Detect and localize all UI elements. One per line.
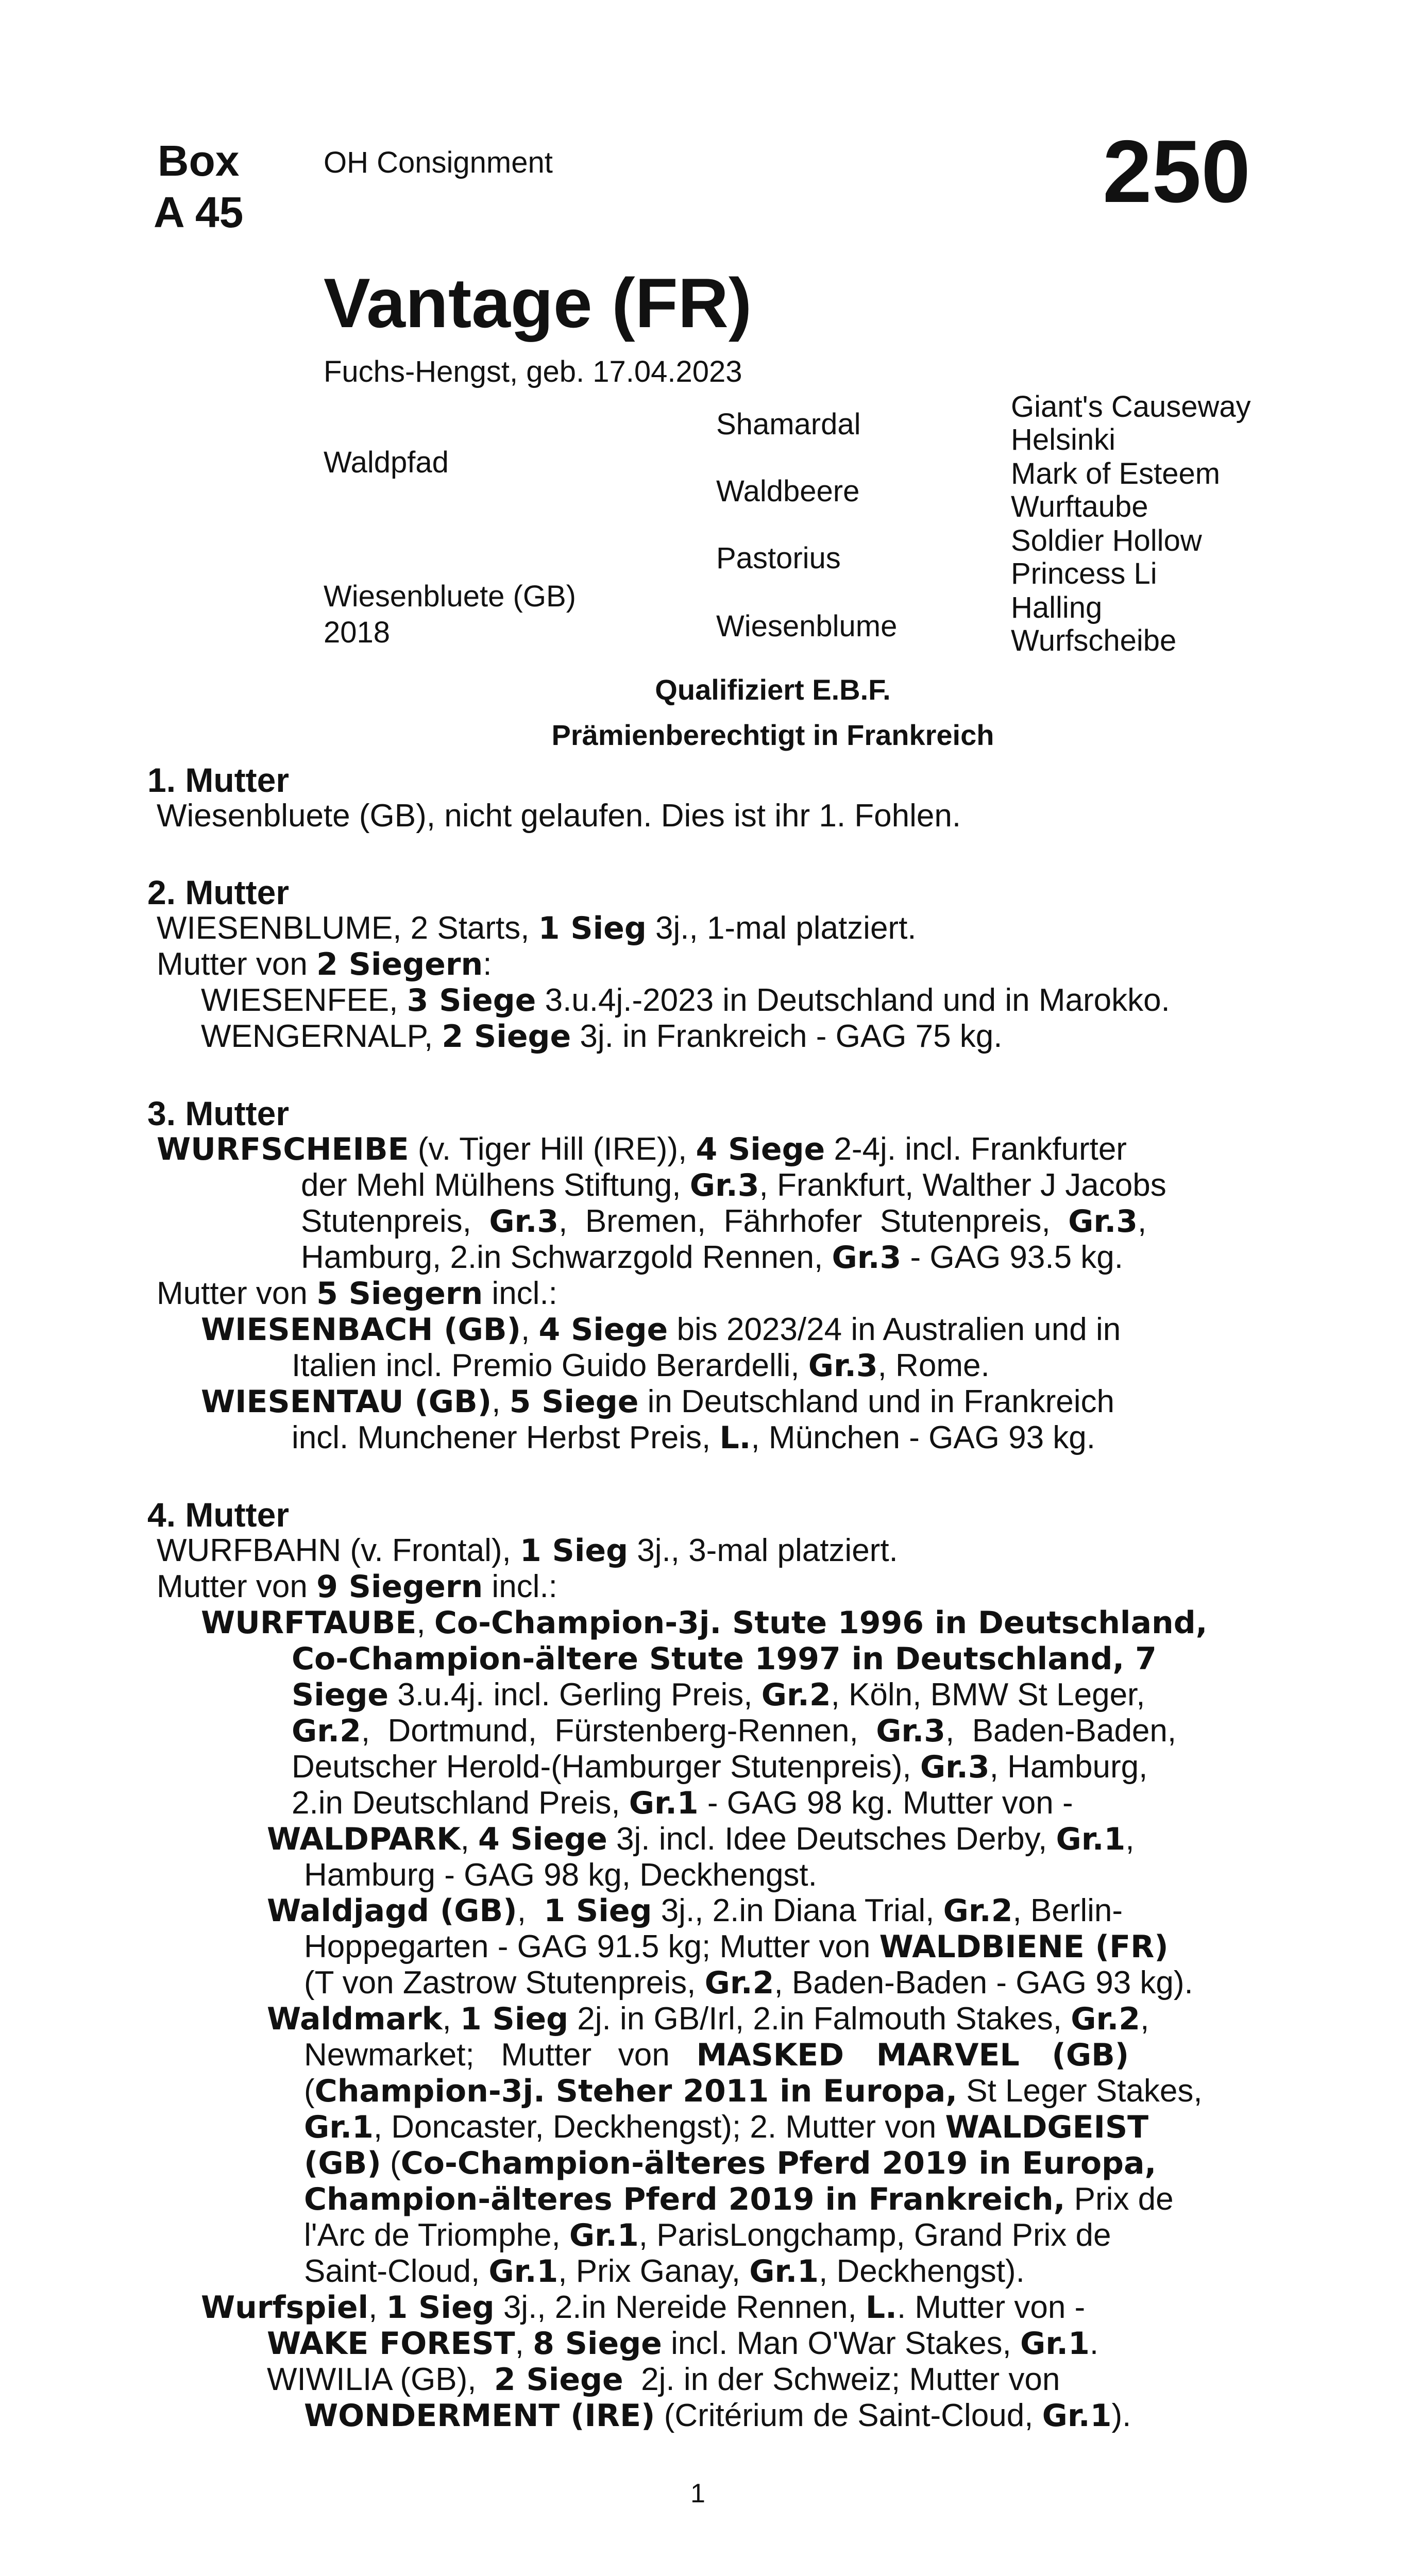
horse-name: Vantage (FR) — [324, 264, 752, 342]
pedigree-ggp-8: Wurfscheibe — [1011, 624, 1177, 657]
section-4-waldpark: WALDPARK, 4 Siege 3j. incl. Idee Deutsches Derby, Gr.1, Hamburg - GAG 98 kg, Deckhengst. — [267, 1821, 1135, 1893]
section-4-line-1: WURFBAHN (v. Frontal), 1 Sieg 3j., 3-mal platziert. — [157, 1533, 898, 1569]
section-3-para-2: WIESENBACH (GB), 4 Siege bis 2023/24 in Australien und in Italien incl. Premio Guido Berardelli, Gr.3, Rome. — [201, 1312, 1121, 1384]
section-1-text: Wiesenbluete (GB), nicht gelaufen. Dies ist ihr 1. Fohlen. — [157, 798, 961, 834]
pedigree-ggp-4: Wurftaube — [1011, 490, 1148, 523]
section-2-line-1: WIESENBLUME, 2 Starts, 1 Sieg 3j., 1-mal platziert. — [157, 910, 917, 946]
section-2-line-3: WIESENFEE, 3 Siege 3.u.4j.-2023 in Deutschland und in Marokko. — [201, 982, 1170, 1019]
pedigree-ggp-3: Mark of Esteem — [1011, 457, 1221, 490]
qualification-ebf: Qualifiziert E.B.F. — [655, 673, 891, 706]
section-4-waldjagd: Waldjagd (GB), 1 Sieg 3j., 2.in Diana Trial, Gr.2, Berlin- Hoppegarten - GAG 91.5 kg; Mutter von WALDBIENE (FR) (T von Zastrow Stutenpreis, Gr.2, Baden-Baden - GAG 93 kg). — [267, 1893, 1193, 2001]
pedigree-ggp-7: Halling — [1011, 591, 1103, 624]
section-title-3: 3. Mutter — [147, 1094, 290, 1132]
section-3-para-3: WIESENTAU (GB), 5 Siege in Deutschland und in Frankreich incl. Munchener Herbst Preis, L., München - GAG 93 kg. — [201, 1384, 1115, 1456]
pedigree-sire: Waldpfad — [324, 446, 449, 479]
section-title-1: 1. Mutter — [147, 761, 290, 799]
section-4-wurftaube: WURFTAUBE, Co-Champion-3j. Stute 1996 in Deutschland, Co-Champion-ältere Stute 1997 in Deutschland, 7 Siege 3.u.4j. incl. Gerling Preis, Gr.2, Köln, BMW St Leger, Gr.2, Dortmund, Fürstenberg-Rennen, Gr.3, Baden-Baden, Deutscher Herold-(Hamburger Stutenpreis), Gr.3, Hamburg, 2.in Deutschland Preis, Gr.1 - GAG 98 kg. Mutter von - — [201, 1605, 1208, 1821]
pedigree-sire-dam: Waldbeere — [716, 474, 860, 508]
section-3-para-1: WURFSCHEIBE (v. Tiger Hill (IRE)), 4 Siege 2-4j. incl. Frankfurter der Mehl Mülhens Stiftung, Gr.3, Frankfurt, Walther J Jacobs Stutenpreis, Gr.3, Bremen, Fährhofer Stutenpreis, Gr.3, Hamburg, 2.in Schwarzgold Rennen, Gr.3 - GAG 93.5 kg. — [157, 1131, 1166, 1276]
section-4-line-2: Mutter von 9 Siegern incl.: — [157, 1569, 557, 1605]
consignment: OH Consignment — [324, 146, 553, 179]
lot-number: 250 — [1103, 122, 1250, 221]
box-label-block — [154, 135, 243, 238]
pedigree-dam: Wiesenbluete (GB) — [324, 580, 576, 613]
pedigree-ggp-1: Giant's Causeway — [1011, 390, 1251, 423]
pedigree-ggp-6: Princess Li — [1011, 557, 1157, 590]
pedigree-dam-year: 2018 — [324, 616, 391, 649]
pedigree-dam-sire: Pastorius — [716, 541, 841, 575]
qualification-france: Prämienberechtigt in Frankreich — [551, 719, 994, 751]
box-label: Box — [157, 137, 240, 185]
catalogue-entry — [147, 757, 1265, 2434]
section-3-line-mother: Mutter von 5 Siegern incl.: — [157, 1276, 557, 1312]
pedigree-ggp-5: Soldier Hollow — [1011, 524, 1202, 557]
section-title-2: 2. Mutter — [147, 873, 290, 911]
pedigree-sire-sire: Shamardal — [716, 408, 861, 441]
box-code: A 45 — [154, 188, 244, 236]
section-2-line-2: Mutter von 2 Siegern: — [157, 946, 492, 982]
section-2-line-4: WENGERNALP, 2 Siege 3j. in Frankreich - GAG 75 kg. — [201, 1019, 1003, 1055]
section-title-4: 4. Mutter — [147, 1496, 290, 1534]
section-4-waldmark: Waldmark, 1 Sieg 2j. in GB/Irl, 2.in Falmouth Stakes, Gr.2, Newmarket; Mutter von MASKED MARVEL (GB) (Champion-3j. Steher 2011 in Europa, St Leger Stakes, Gr.1, Doncaster, Deckhengst); 2. Mutter von WALDGEIST (GB) (Co-Champion-älteres Pferd 2019 in Europa, Champion-älteres Pferd 2019 in Frankreich, Prix de l'Arc de Triomphe, Gr.1, ParisLongchamp, Grand Prix de Saint-Cloud, Gr.1, Prix Ganay, Gr.1, Deckhengst). — [267, 2001, 1203, 2290]
pedigree-ggp-2: Helsinki — [1011, 423, 1116, 456]
page-number: 1 — [690, 2479, 705, 2509]
section-4-wurfspiel: Wurfspiel, 1 Sieg 3j., 2.in Nereide Rennen, L.. Mutter von - WAKE FOREST, 8 Siege incl. Man O'War Stakes, Gr.1. WIWILIA (GB), 2 Siege 2j. in der Schweiz; Mutter von WONDERMENT (IRE) (Critérium de Saint-Cloud, Gr.1). — [201, 2290, 1131, 2434]
pedigree-dam-dam: Wiesenblume — [716, 609, 898, 643]
horse-description: Fuchs-Hengst, geb. 17.04.2023 — [324, 355, 742, 388]
